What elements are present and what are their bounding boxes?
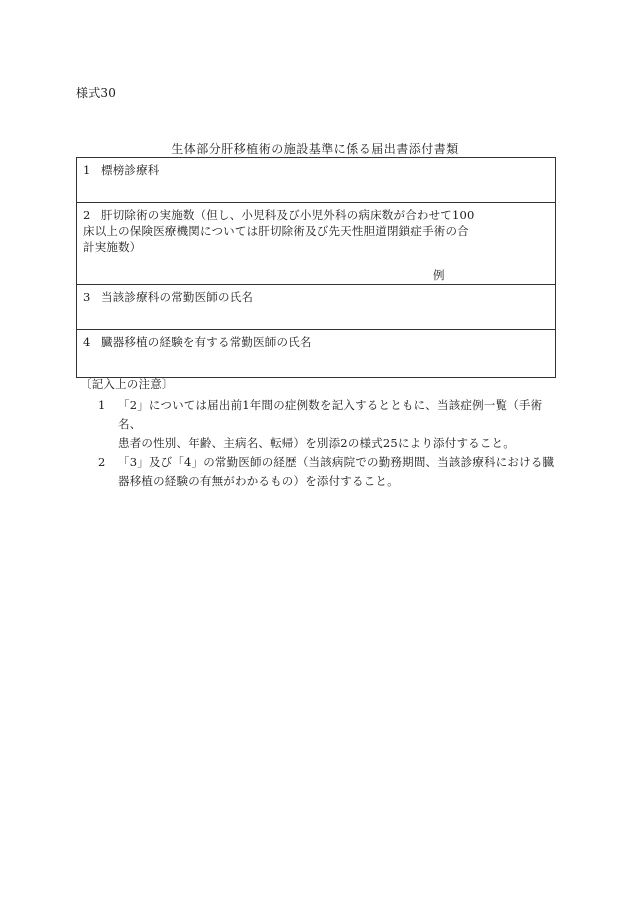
form-number: 様式30	[76, 86, 117, 100]
row-4-label	[83, 334, 549, 350]
note-2-line-1: 「3」及び「4」の常勤医師の経歴（当該病院での勤務期間、当該診療科における臓	[118, 455, 555, 469]
row-2-line-2: 床以上の保険医療機関については肝切除術及び先天性胆道閉鎖症手術の合	[83, 224, 469, 238]
row-4-number: 4	[83, 335, 91, 349]
note-2-number: 2	[98, 455, 106, 469]
note-1-line-1: 「2」については届出前1年間の症例数を記入するとともに、当該症例一覧（手術名、	[118, 398, 543, 431]
row-3-number: 3	[83, 290, 91, 304]
row-2-line-1	[83, 207, 489, 223]
row-1-text: 標榜診療科	[101, 163, 160, 177]
row-2-text-line-1: 肝切除術の実施数（但し、小児科及び小児外科の病床数が合わせて100	[101, 208, 475, 222]
note-2-line-2: 器移植の経験の有無がわかるもの）を添付すること。	[118, 474, 399, 488]
form-row-3	[77, 285, 555, 330]
form-table	[76, 157, 556, 378]
form-row-4	[77, 330, 555, 377]
row-3-text: 当該診療科の常勤医師の氏名	[101, 290, 254, 304]
form-row-1	[77, 158, 555, 203]
form-row-2	[77, 203, 555, 285]
row-2-unit: 例	[433, 268, 445, 282]
row-4-text: 臓器移植の経験を有する常勤医師の氏名	[101, 335, 312, 349]
row-2-label	[83, 207, 549, 255]
row-2-line-3: 計実施数）	[83, 240, 142, 254]
row-1-label	[83, 162, 549, 178]
note-1-line-2: 患者の性別、年齢、主病名、転帰）を別添2の様式25により添付すること。	[118, 436, 515, 450]
notes-heading: 〔記入上の注意〕	[80, 377, 174, 391]
row-3-label	[83, 289, 549, 305]
note-item-2	[94, 453, 564, 491]
row-1-number: 1	[83, 163, 91, 177]
note-1-number: 1	[98, 398, 106, 412]
document-title: 生体部分肝移植術の施設基準に係る届出書添付書類	[171, 142, 459, 156]
notes-list	[94, 396, 564, 491]
note-item-1	[94, 396, 564, 453]
row-2-number: 2	[83, 208, 91, 222]
